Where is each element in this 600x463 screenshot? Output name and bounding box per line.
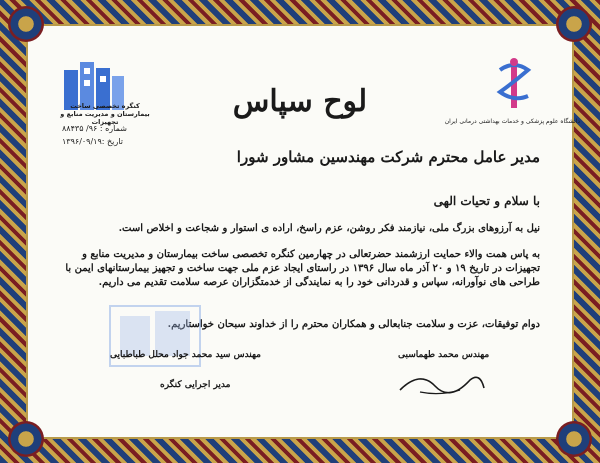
right-signature: [390, 362, 490, 402]
watermark-stamp: [100, 296, 210, 376]
body-paragraph-1: نیل به آرزوهای بزرگ ملی، نیازمند فکر روشن، عزم راسخ، اراده ی استوار و شجاعت و اخلاص است.: [118, 223, 540, 234]
left-signer-name: مهندس سید محمد جواد محلل طباطبایی: [110, 350, 261, 360]
corner-ornament: [556, 6, 592, 42]
corner-ornament: [8, 421, 44, 457]
corner-ornament: [556, 421, 592, 457]
certificate-title: لوح سپاس: [232, 84, 368, 119]
congress-logo-text: کنگره تخصصی ساخت بیمارستان و مدیریت منابع و تجهیزات: [60, 102, 150, 126]
corner-ornament: [8, 6, 44, 42]
left-signer-role: مدیر اجرایی کنگره: [160, 380, 231, 390]
right-signer-name: مهندس محمد طهماسبی: [398, 350, 490, 360]
addressee: مدیر عامل محترم شرکت مهندسین مشاور شورا: [236, 148, 540, 166]
body-paragraph-3: دوام توفیقات، عزت و سلامت جنابعالی و همکاران محترم را از خداوند سبحان خواستاریم.: [167, 319, 540, 330]
letter-date: تاریخ :۱۳۹۶/۰۹/۱۹: [62, 137, 123, 146]
letter-number: شماره : ۹۶/ ۸۸۴۳۵: [62, 124, 127, 133]
greeting: با سلام و تحیات الهی: [433, 194, 540, 208]
university-logo-text: دانشگاه علوم پزشکی و خدمات بهداشتی درمانی ایران: [444, 118, 580, 125]
body-paragraph-2: به پاس همت والاء حمایت ارزشمند حضرتعالی در چهارمین کنگره تخصصی ساخت بیمارستان و مدیریت منابع و تجهیزات در تاریخ ۱۹ و ۲۰ آذر ماه سال ۱۳۹۶ در راستای ایجاد عزم ملی جهت ساخت و تجهیز بیمارستانهای ایمن با طراحی های نوآورانه، سپاس و قدردانی خود را به نمایندگی از خدمتگزاران عرصه سلامت تقدیم می داریم.: [65, 249, 540, 288]
